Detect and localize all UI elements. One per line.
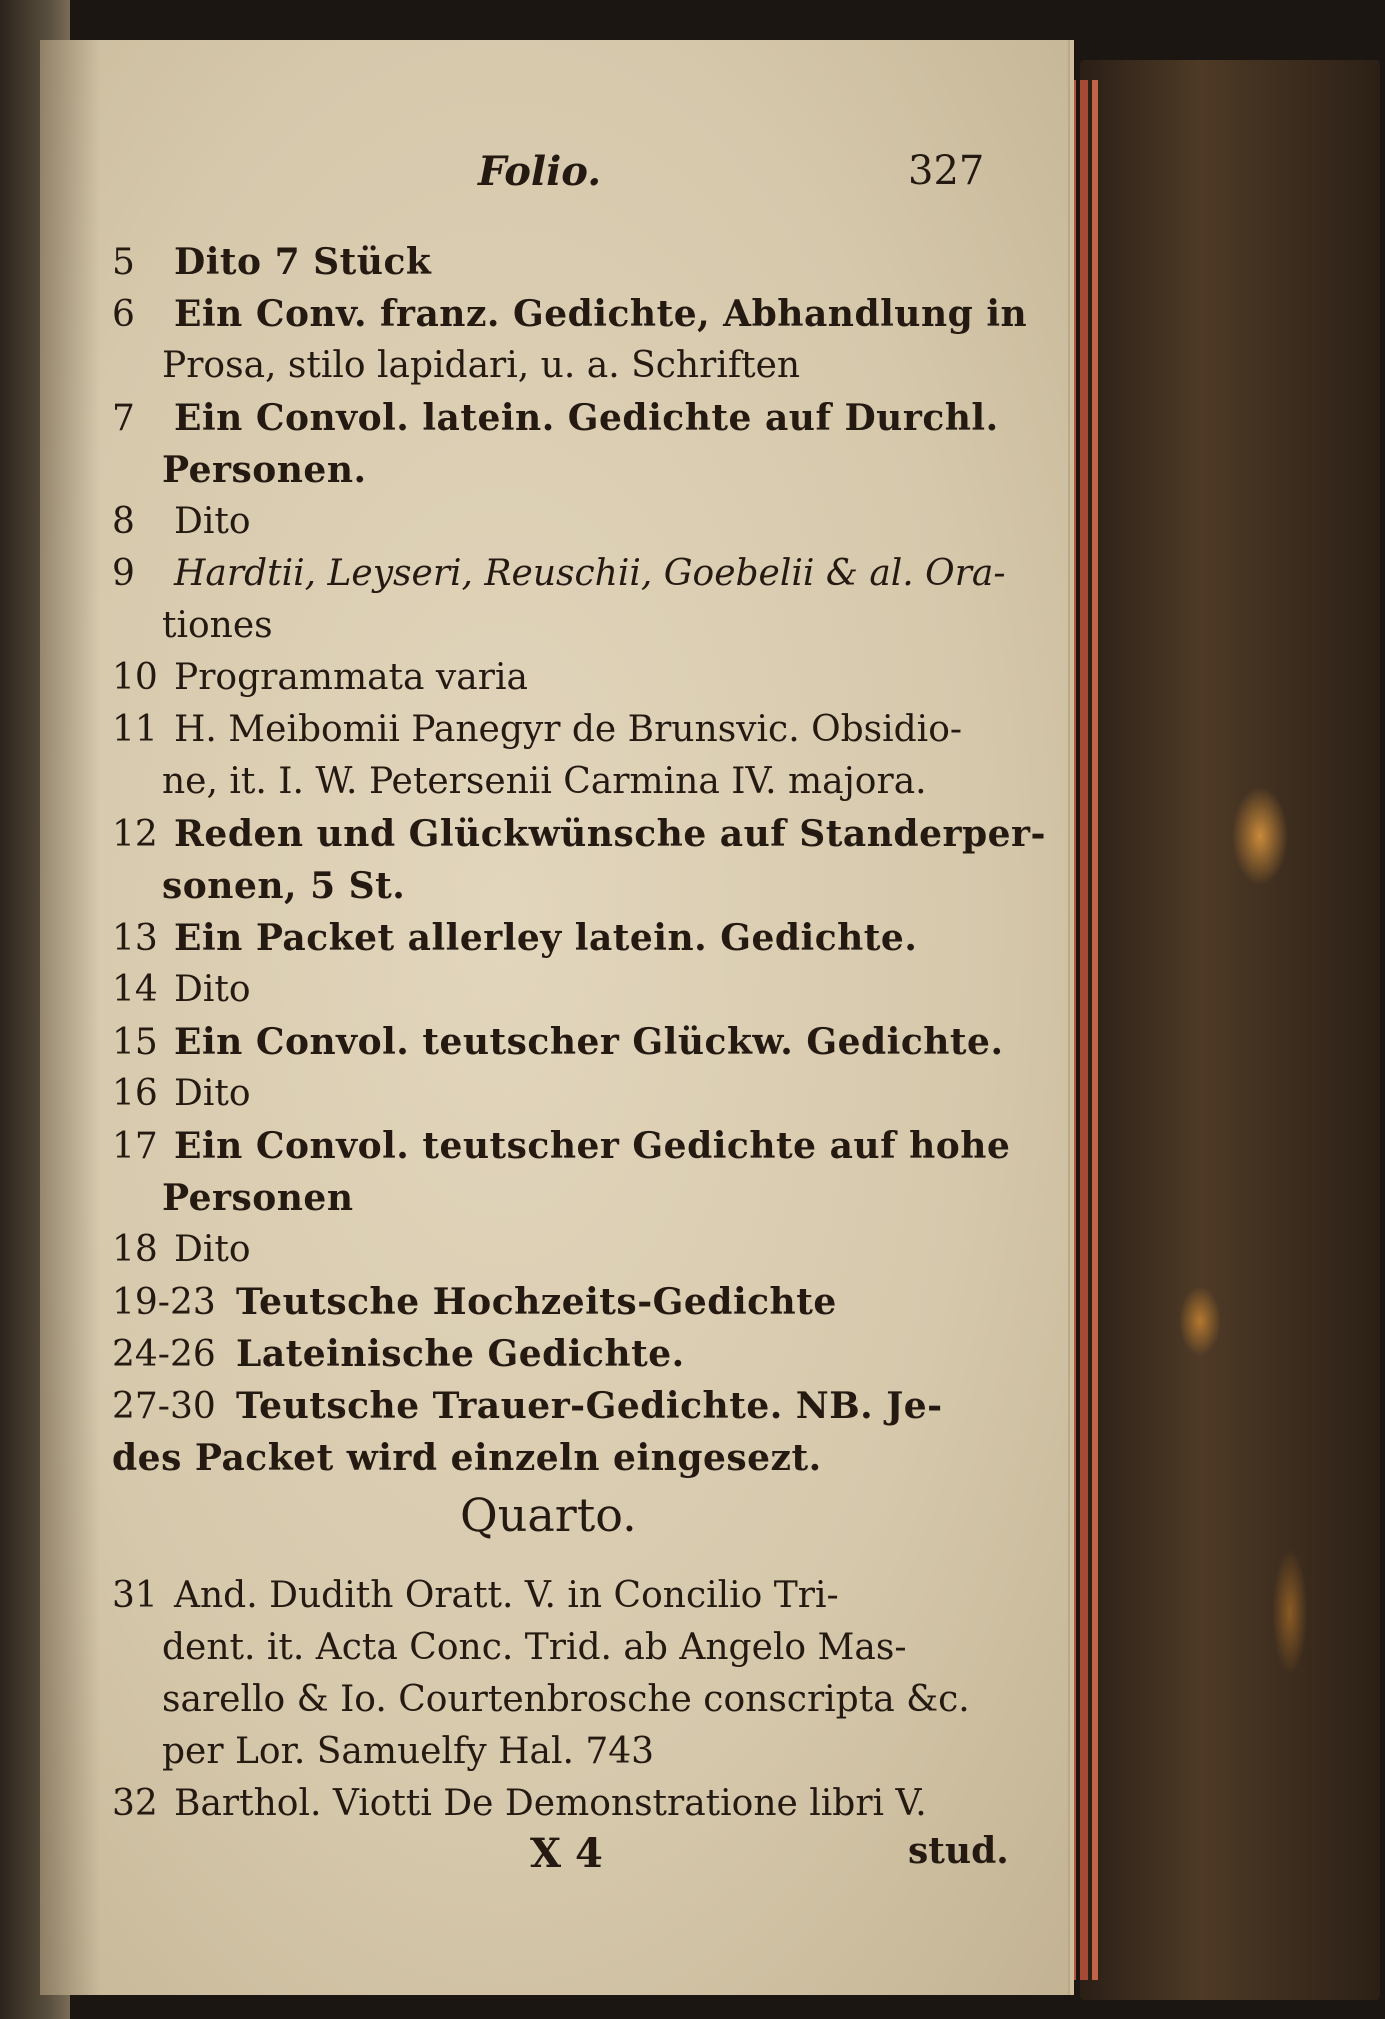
entry-number: 6 (112, 294, 135, 335)
list-item (112, 1276, 1012, 1329)
entry-text: Teutsche Trauer-Gedichte. NB. Je- (236, 1385, 943, 1427)
list-item (112, 1224, 1012, 1276)
entry-continuation: des Packet wird einzeln eingesezt. (112, 1437, 822, 1479)
page-title: Folio. (478, 148, 602, 195)
section-heading: Quarto. (460, 1488, 637, 1542)
entry-text: Ein Convol. teutscher Glückw. Gedichte. (174, 1021, 1004, 1063)
entry-text: Dito (174, 501, 251, 542)
list-item (112, 496, 1012, 548)
entry-number: 27-30 (112, 1386, 216, 1427)
list-item (112, 236, 1012, 289)
entry-number: 24-26 (112, 1334, 216, 1375)
entry-text: Ein Convol. teutscher Gedichte auf hohe (174, 1125, 1011, 1167)
entry-continuation: sonen, 5 St. (162, 865, 406, 907)
entry-text: Dito (174, 1229, 251, 1270)
entry-text: Dito 7 Stück (174, 241, 432, 283)
red-page-edge (1092, 80, 1098, 1980)
page-header (40, 148, 1068, 208)
entry-number: 19-23 (112, 1282, 216, 1323)
entry-number: 11 (112, 709, 158, 750)
entry-continuation: ne, it. I. W. Petersenii Carmina IV. majora. (162, 761, 927, 802)
entry-continuation: dent. it. Acta Conc. Trid. ab Angelo Mas- (162, 1627, 907, 1668)
entry-continuation: Prosa, stilo lapidari, u. a. Schriften (162, 345, 801, 386)
entry-number: 32 (112, 1783, 158, 1824)
list-item (112, 652, 1012, 704)
entry-number: 15 (112, 1022, 158, 1063)
page-number: 327 (908, 148, 985, 194)
entry-number: 7 (112, 398, 135, 439)
entry-text: Ein Conv. franz. Gedichte, Abhandlung in (174, 293, 1028, 335)
gutter-shadow (40, 40, 100, 1995)
entry-continuation: Personen (162, 1177, 354, 1219)
entry-text: Teutsche Hochzeits-Gedichte (236, 1281, 837, 1323)
entry-text: Ein Packet allerley latein. Gedichte. (174, 917, 918, 959)
entry-number: 14 (112, 969, 158, 1010)
entry-number: 31 (112, 1575, 158, 1616)
entry-continuation: sarello & Io. Courtenbrosche conscripta &c. (162, 1679, 970, 1720)
entry-text: Programmata varia (174, 657, 528, 698)
entry-number: 18 (112, 1229, 158, 1270)
entry-text: Hardtii, Leyseri, Reuschii, Goebelii & al. Ora- (174, 553, 1006, 594)
entry-number: 16 (112, 1073, 158, 1114)
list-item (112, 1068, 1012, 1120)
entry-text: Dito (174, 1073, 251, 1114)
entry-text: And. Dudith Oratt. V. in Concilio Tri- (174, 1575, 839, 1616)
list-item (112, 1570, 1012, 1622)
entry-text: H. Meibomii Panegyr de Brunsvic. Obsidio- (174, 709, 963, 750)
entry-number: 5 (112, 242, 135, 283)
list-item (112, 808, 1046, 861)
list-item (112, 392, 1012, 445)
entry-text: Lateinische Gedichte. (236, 1333, 685, 1375)
list-item (112, 912, 1012, 965)
list-item (112, 1120, 1012, 1173)
list-item (112, 288, 1028, 341)
entry-text: Barthol. Viotti De Demonstratione libri V. (174, 1783, 927, 1824)
signature-mark: X 4 (530, 1830, 603, 1877)
list-item (112, 1016, 1012, 1069)
book-page (40, 40, 1068, 1995)
list-item (112, 704, 1012, 756)
entry-number: 12 (112, 814, 158, 855)
entry-number: 9 (112, 553, 135, 594)
page-footer (40, 1830, 1068, 1890)
list-item (112, 1778, 1012, 1830)
entry-number: 13 (112, 918, 158, 959)
entry-text: Dito (174, 969, 251, 1010)
entry-number: 17 (112, 1126, 158, 1167)
book-cover-board (1080, 60, 1380, 2000)
list-item (112, 548, 1012, 600)
entry-continuation: tiones (162, 605, 273, 646)
catchword: stud. (908, 1830, 1009, 1872)
list-item (112, 1380, 1012, 1433)
entry-continuation: per Lor. Samuelfy Hal. 743 (162, 1731, 655, 1772)
entry-text: Ein Convol. latein. Gedichte auf Durchl. (174, 397, 999, 439)
entry-number: 8 (112, 501, 135, 542)
entry-text: Reden und Glückwünsche auf Standerper- (174, 813, 1046, 855)
entry-continuation: Personen. (162, 449, 367, 491)
entry-number: 10 (112, 657, 158, 698)
red-page-edge (1080, 80, 1088, 1980)
list-item (112, 964, 1012, 1016)
list-item (112, 1328, 1012, 1381)
